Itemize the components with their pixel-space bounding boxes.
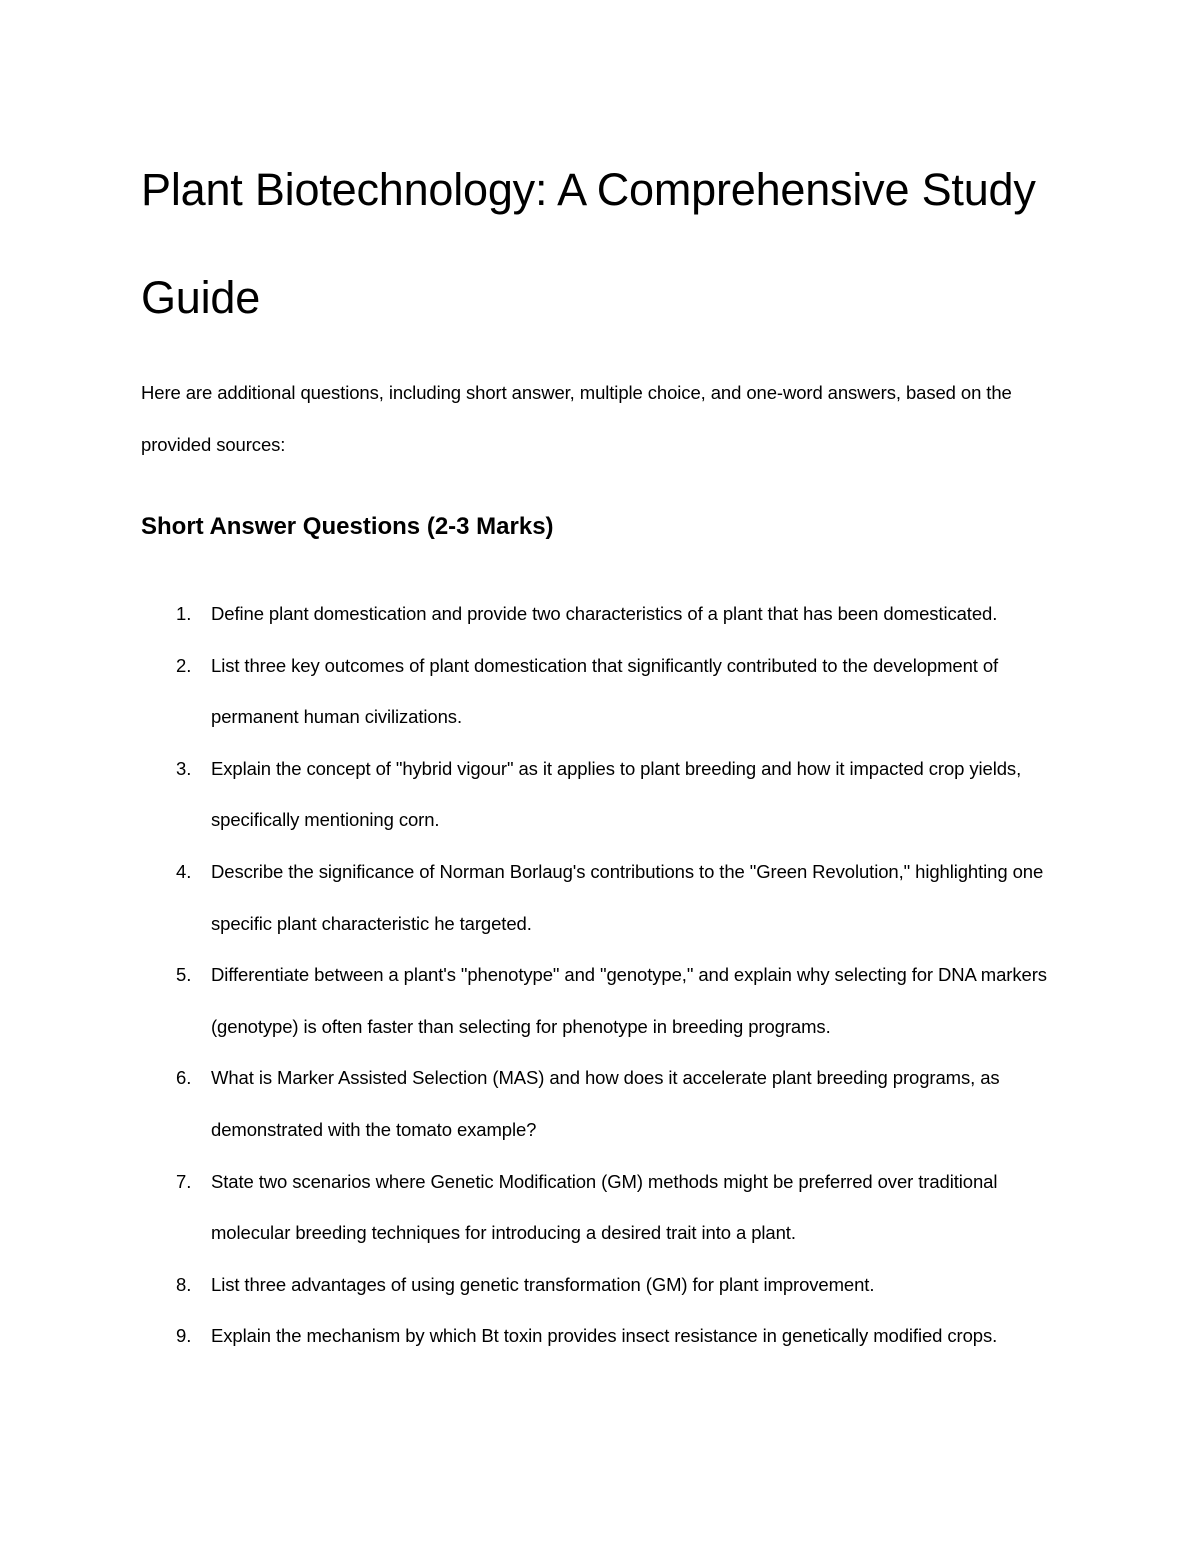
document-title: Plant Biotechnology: A Comprehensive Study Guide (141, 164, 1036, 323)
question-number: 1. (176, 603, 192, 624)
question-number: 3. (176, 757, 192, 779)
question-item (141, 949, 1071, 1052)
question-item (141, 1310, 1071, 1362)
question-item (141, 588, 1071, 640)
question-number: 9. (176, 1325, 192, 1347)
section-heading: Short Answer Questions (2-3 Marks) (141, 513, 554, 540)
question-text: Explain the mechanism by which Bt toxin provides insect resistance in genetically modified crops. (211, 1325, 998, 1347)
question-text: What is Marker Assisted Selection (MAS) and how does it accelerate plant breeding programs, as demonstrated with the tomato example? (211, 1067, 1000, 1140)
question-number: 5. (176, 964, 192, 986)
question-number: 7. (176, 1170, 192, 1192)
question-list (141, 588, 1071, 1362)
question-item (141, 743, 1071, 846)
question-text: List three advantages of using genetic transformation (GM) for plant improvement. (211, 1273, 875, 1295)
intro-paragraph: Here are additional questions, including short answer, multiple choice, and one-word answers, based on the provided sources: (141, 382, 1012, 455)
question-number: 8. (176, 1273, 192, 1295)
question-number: 6. (176, 1067, 192, 1089)
question-item (141, 1156, 1071, 1259)
question-number: 4. (176, 860, 192, 882)
question-text: State two scenarios where Genetic Modification (GM) methods might be preferred over traditional molecular breeding techniques for introducing a desired trait into a plant. (211, 1170, 998, 1244)
question-number: 2. (176, 654, 192, 676)
question-text: Explain the concept of "hybrid vigour" as it applies to plant breeding and how it impacted crop yields, specifically mentioning corn. (211, 757, 1022, 831)
question-item (141, 846, 1071, 949)
question-item (141, 1259, 1071, 1311)
question-text: Describe the significance of Norman Borlaug's contributions to the "Green Revolution," highlighting one specific plant characteristic he targeted. (211, 860, 1044, 934)
question-item (141, 640, 1071, 743)
question-item (141, 1052, 1071, 1155)
question-text: List three key outcomes of plant domestication that significantly contributed to the development of permanent human civilizations. (211, 654, 999, 728)
question-text: Differentiate between a plant's "phenotype" and "genotype," and explain why selecting for DNA markers (genotype) is often faster than selecting for phenotype in breeding programs. (211, 964, 1047, 1037)
question-text: Define plant domestication and provide two characteristics of a plant that has been domesticated. (211, 603, 998, 624)
